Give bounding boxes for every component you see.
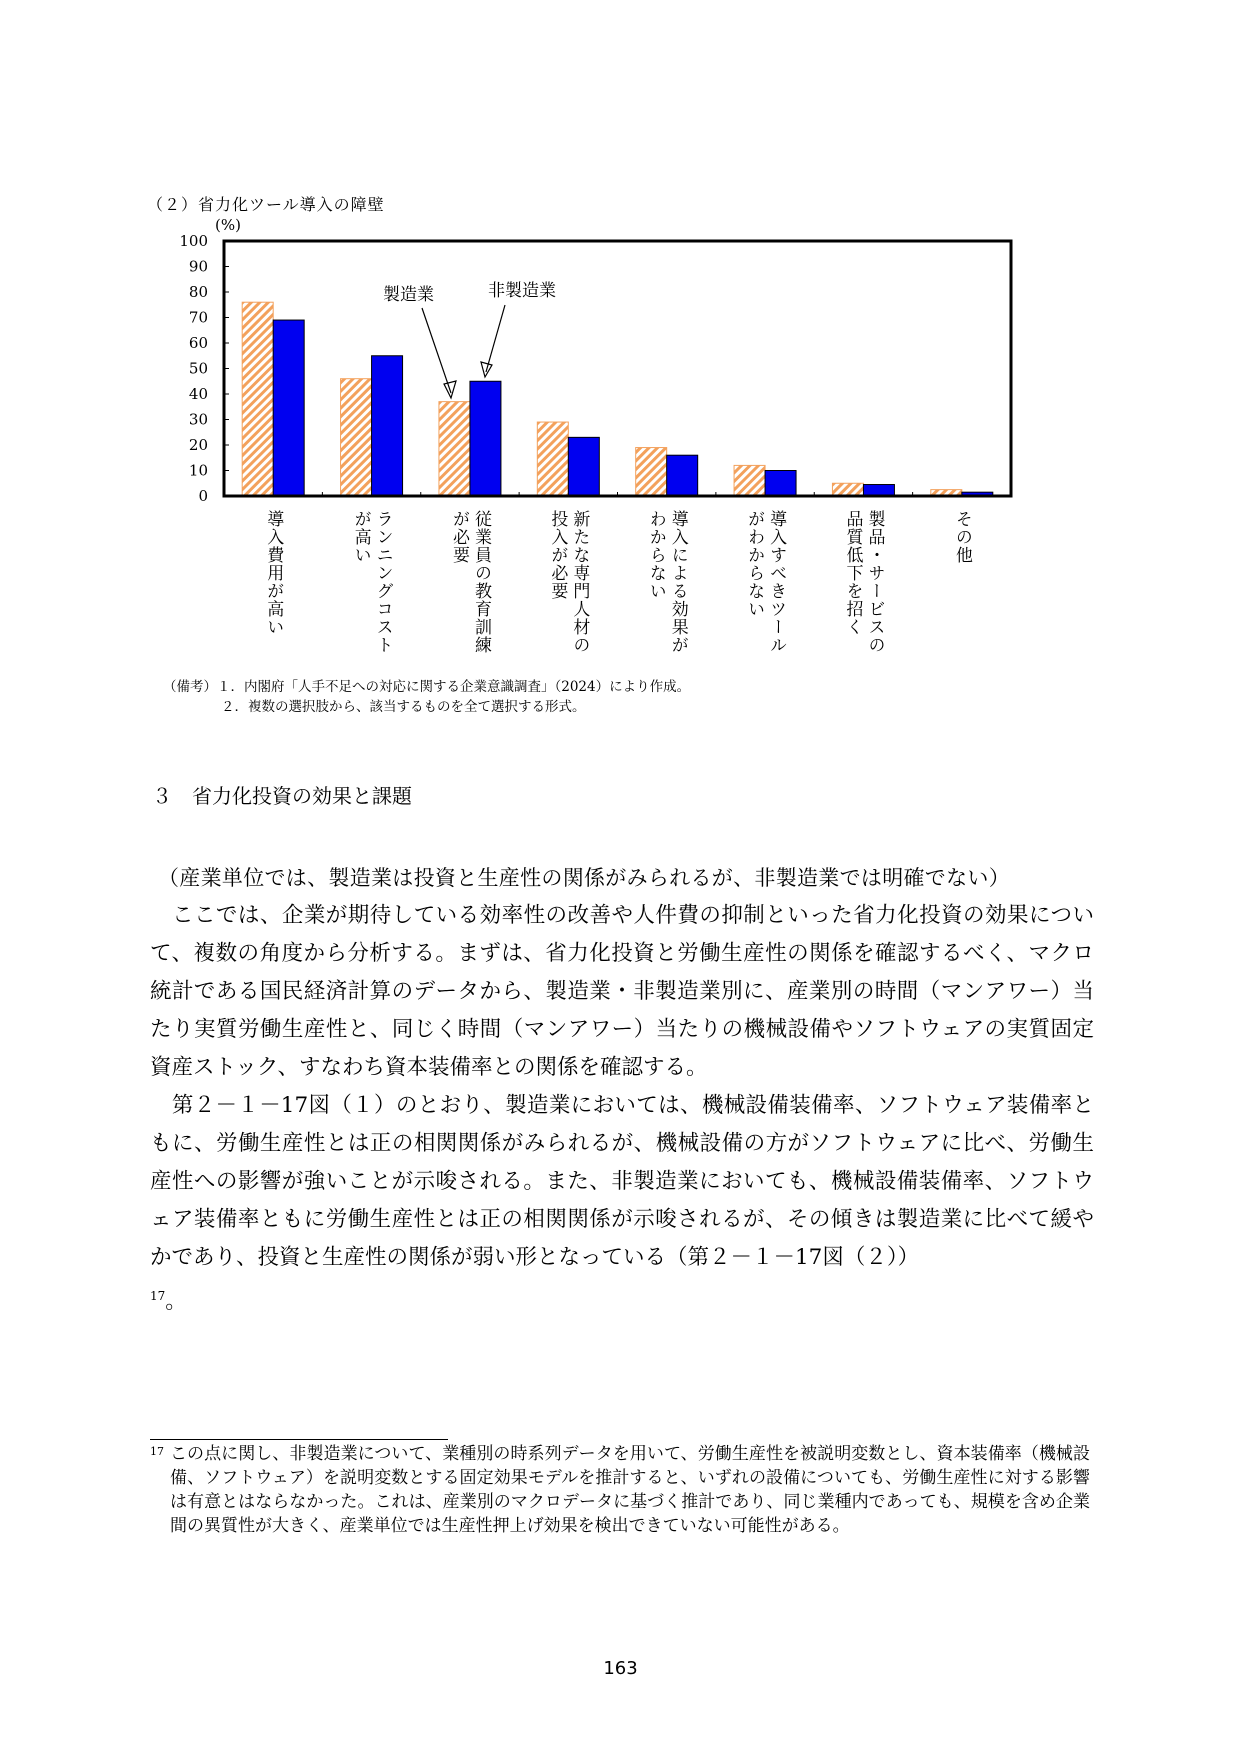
category-label: 品質低下を招く xyxy=(842,510,863,636)
y-tick-label: 60 xyxy=(188,334,208,352)
bar-mfg xyxy=(242,302,273,496)
y-tick-label: 10 xyxy=(188,461,208,480)
chart-title: （２）省力化ツール導入の障壁 xyxy=(147,195,385,214)
y-tick-label: 0 xyxy=(198,487,208,505)
y-axis-unit: (%) xyxy=(215,216,241,234)
footnote-reference[interactable]: 17 xyxy=(150,1289,166,1303)
bar-mfg xyxy=(734,465,765,496)
bar-mfg xyxy=(832,483,863,496)
arrow-nonmfg-shaft xyxy=(486,305,505,372)
y-tick-label: 30 xyxy=(188,410,208,429)
category-label: わからない xyxy=(645,510,666,600)
category-label: 導入費用が高い xyxy=(263,510,284,636)
y-tick-label: 20 xyxy=(188,436,208,454)
y-tick-label: 90 xyxy=(188,257,208,276)
bar-nonmfg xyxy=(568,437,599,496)
note-2: ２．複数の選択肢から、該当するものを全て選択する形式。 xyxy=(221,699,586,715)
bar-nonmfg xyxy=(372,356,403,496)
chart-notes xyxy=(163,677,690,717)
footnote-text: この点に関し、非製造業について、業種別の時系列データを用いて、労働生産性を被説明変数とし、資本装備率（機械設備、ソフトウェア）を説明変数とする固定効果モデルを推計すると、いずれの設備についても、労働生産性に対する影響は有意とはならなかった。これは、産業別のマクロデータに基づく推計であり、同じ業種内であっても、規模を含め企業間の異質性が大きく、産業単位では生産性押上げ効果を検出できていない可能性がある。 xyxy=(170,1444,1090,1536)
y-tick-label: 100 xyxy=(179,232,208,250)
footnote-divider xyxy=(150,1439,448,1440)
note-1: （備考）１．内閣府「人手不足への対応に関する企業意識調査」（2024）により作成。 xyxy=(163,679,691,695)
category-label: 従業員の教育訓練 xyxy=(470,510,491,654)
series-label-mfg: 製造業 xyxy=(383,285,434,305)
category-label: 導入による効果が xyxy=(667,510,688,654)
y-axis-ticks xyxy=(179,232,229,505)
category-label: 製品・サービスの xyxy=(864,510,885,654)
body-paragraph-1: ここでは、企業が期待している効率性の改善や人件費の抑制といった省力化投資の効果について、複数の角度から分析する。まずは、省力化投資と労働生産性の関係を確認するべく、マクロ統計である国民経済計算のデータから、製造業・非製造業別に、産業別の時間（マンアワー）当たり実質労働生産性と、同じく時間（マンアワー）当たりの機械設備やソフトウェアの実質固定資産ストック、すなわち資本装備率との関係を確認する。 xyxy=(150,903,1094,1080)
bar-mfg xyxy=(341,379,372,496)
category-label: 導入すべきツール xyxy=(766,510,787,654)
bar-chart xyxy=(0,0,1241,700)
category-label: その他 xyxy=(951,510,972,564)
footnote-mark: 17 xyxy=(150,1445,164,1458)
category-label: 新たな専門人材の xyxy=(569,510,590,654)
body-paragraph-2-end: 。 xyxy=(165,1289,187,1315)
bar-nonmfg xyxy=(667,455,698,496)
footnote xyxy=(150,1442,1090,1538)
page-number: 163 xyxy=(603,1658,638,1679)
section-heading xyxy=(152,780,412,809)
bar-mfg xyxy=(636,448,667,496)
paragraph-heading: （産業単位では、製造業は投資と生産性の関係がみられるが、非製造業では明確でない） xyxy=(158,866,1010,890)
bar-mfg xyxy=(537,422,568,496)
y-tick-label: 50 xyxy=(188,359,208,378)
series-label-nonmfg: 非製造業 xyxy=(488,281,556,301)
category-label: が必要 xyxy=(448,510,469,564)
bar-mfg xyxy=(439,402,470,496)
y-tick-label: 70 xyxy=(188,308,208,327)
bar-nonmfg xyxy=(273,320,304,496)
body-paragraph-2-text: 第２－１－17図（１）のとおり、製造業においては、機械設備装備率、ソフトウェア装備率ともに、労働生産性とは正の相関関係がみられるが、機械設備の方がソフトウェアに比べ、労働生産性への影響が強いことが示唆される。また、非製造業においても、機械設備装備率、ソフトウェア装備率ともに労働生産性とは正の相関関係が示唆されるが、その傾きは製造業に比べて緩やかであり、投資と生産性の関係が弱い形となっている（第２－１－17図（２）） xyxy=(150,1093,1094,1270)
section-title: 省力化投資の効果と課題 xyxy=(192,784,412,808)
category-labels xyxy=(263,509,972,654)
arrow-mfg-shaft xyxy=(422,308,451,393)
body-paragraph-2 xyxy=(150,1087,1094,1321)
y-tick-label: 40 xyxy=(188,385,208,403)
category-label: 投入が必要 xyxy=(547,510,568,600)
section-number: ３ xyxy=(152,784,172,808)
bar-nonmfg xyxy=(863,485,894,496)
category-label: がわからない xyxy=(744,510,765,618)
y-tick-label: 80 xyxy=(188,283,208,301)
category-label: が高い xyxy=(350,510,371,564)
bars xyxy=(242,302,993,496)
bar-nonmfg xyxy=(470,381,501,496)
category-label: ランニングコスト xyxy=(372,510,393,654)
bar-nonmfg xyxy=(765,471,796,497)
